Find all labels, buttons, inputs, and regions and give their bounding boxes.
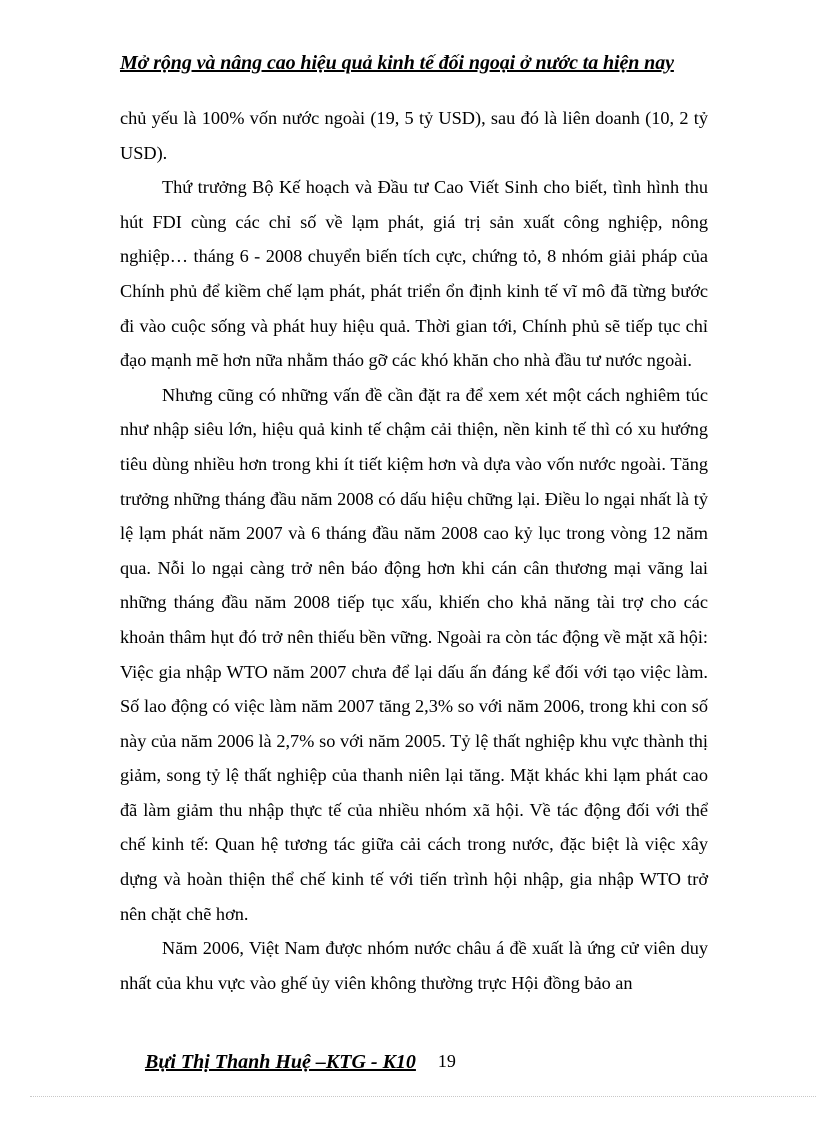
paragraph-4: Năm 2006, Việt Nam được nhóm nước châu á đề xuất là ứng cử viên duy nhất của khu vực vào ghế ủy viên không thường trực Hội đồng bảo an [120, 938, 708, 993]
paragraph-2: Thứ trưởng Bộ Kế hoạch và Đầu tư Cao Viết Sinh cho biết, tình hình thu hút FDI cùng các chỉ số về lạm phát, giá trị sản xuất công nghiệp, nông nghiệp… tháng 6 - 2008 chuyển biến tích cực, chứng tỏ, 8 nhóm giải pháp của Chính phủ để kiềm chế lạm phát, phát triển ổn định kinh tế vĩ mô đã từng bước đi vào cuộc sống và phát huy hiệu quả. Thời gian tới, Chính phủ sẽ tiếp tục chỉ đạo mạnh mẽ hơn nữa nhằm tháo gỡ các khó khăn cho nhà đầu tư nước ngoài. [120, 177, 708, 371]
bottom-dotted-rule [30, 1096, 816, 1097]
paragraph-3: Nhưng cũng có những vấn đề cần đặt ra để xem xét một cách nghiêm túc như nhập siêu lớn, hiệu quả kinh tế chậm cải thiện, nền kinh tế thì có xu hướng tiêu dùng nhiều hơn trong khi ít tiết kiệm hơn và dựa vào vốn nước ngoài. Tăng trưởng những tháng đầu năm 2008 có dấu hiệu chững lại. Điều lo ngại nhất là tỷ lệ lạm phát năm 2007 và 6 tháng đầu năm 2008 cao kỷ lục trong vòng 12 năm qua. Nỗi lo ngại càng trở nên báo động hơn khi cán cân thương mại vãng lai những tháng đầu năm 2008 tiếp tục xấu, khiến cho khả năng tài trợ cho các khoản thâm hụt đó trở nên thiếu bền vững. Ngoài ra còn tác động về mặt xã hội: Việc gia nhập WTO năm 2007 chưa để lại dấu ấn đáng kể đối với tạo việc làm. Số lao động có việc làm năm 2007 tăng 2,3% so với năm 2006, trong khi con số này của năm 2006 là 2,7% so với năm 2005. Tỷ lệ thất nghiệp khu vực thành thị giảm, song tỷ lệ thất nghiệp của thanh niên lại tăng. Mặt khác khi lạm phát cao đã làm giảm thu nhập thực tế của nhiều nhóm xã hội. Về tác động đối với thể chế kinh tế: Quan hệ tương tác giữa cải cách trong nước, đặc biệt là việc xây dựng và hoàn thiện thể chế kinh tế với tiến trình hội nhập, gia nhập WTO trở nên chặt chẽ hơn. [120, 384, 708, 924]
page-number: 19 [437, 1051, 456, 1071]
footer-author: Bựi Thị Thanh Huệ –KTG - K10 [145, 1051, 416, 1073]
running-header-title: Mở rộng và nâng cao hiệu quả kinh tế đối ngoại ở nước ta hiện nay [120, 52, 674, 74]
paragraph-1: chủ yếu là 100% vốn nước ngoài (19, 5 tỷ USD), sau đó là liên doanh (10, 2 tỷ USD). [120, 108, 708, 163]
page-footer [145, 1051, 456, 1074]
body-text [120, 101, 708, 1000]
